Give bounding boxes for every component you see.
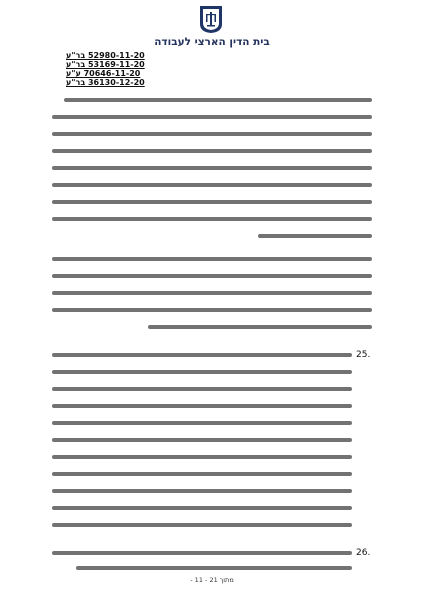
text-line <box>52 353 352 357</box>
text-line <box>52 149 372 153</box>
case-number: 70646-11-20 ע"ע <box>66 69 141 78</box>
text-line <box>52 472 352 476</box>
text-line <box>52 506 352 510</box>
text-line <box>52 421 352 425</box>
page-footer: - 11 - מתוך 21 <box>190 576 234 584</box>
text-line <box>52 489 352 493</box>
text-line <box>52 291 372 295</box>
body-paragraph-2 <box>52 257 372 327</box>
body-paragraph-4 <box>52 551 352 571</box>
text-line <box>52 387 352 391</box>
text-line <box>52 200 372 204</box>
case-number: 36130-12-20 בר"ע <box>66 78 145 87</box>
text-line <box>52 274 372 278</box>
paragraph-number: 25. <box>356 350 371 360</box>
text-line <box>52 132 372 136</box>
case-number: 53169-11-20 בר"ע <box>66 60 145 69</box>
text-line <box>64 98 372 102</box>
text-line <box>258 234 372 238</box>
text-line <box>52 308 372 312</box>
case-number-list <box>66 51 158 87</box>
text-line <box>52 217 372 221</box>
body-paragraph-1 <box>52 98 372 248</box>
text-line <box>52 438 352 442</box>
court-name: בית הדין הארצי לעבודה <box>154 36 270 48</box>
text-line <box>52 257 372 261</box>
text-line <box>52 183 372 187</box>
text-line <box>52 404 352 408</box>
body-paragraph-3 <box>52 353 352 535</box>
text-line <box>52 455 352 459</box>
text-line <box>52 523 352 527</box>
text-line <box>76 566 352 570</box>
text-line <box>148 325 372 329</box>
text-line <box>52 370 352 374</box>
text-line <box>52 551 352 555</box>
text-line <box>52 115 372 119</box>
case-number: 52980-11-20 בר"ע <box>66 51 145 60</box>
paragraph-number: 26. <box>356 548 371 558</box>
text-line <box>52 166 372 170</box>
state-emblem-icon <box>198 4 224 34</box>
